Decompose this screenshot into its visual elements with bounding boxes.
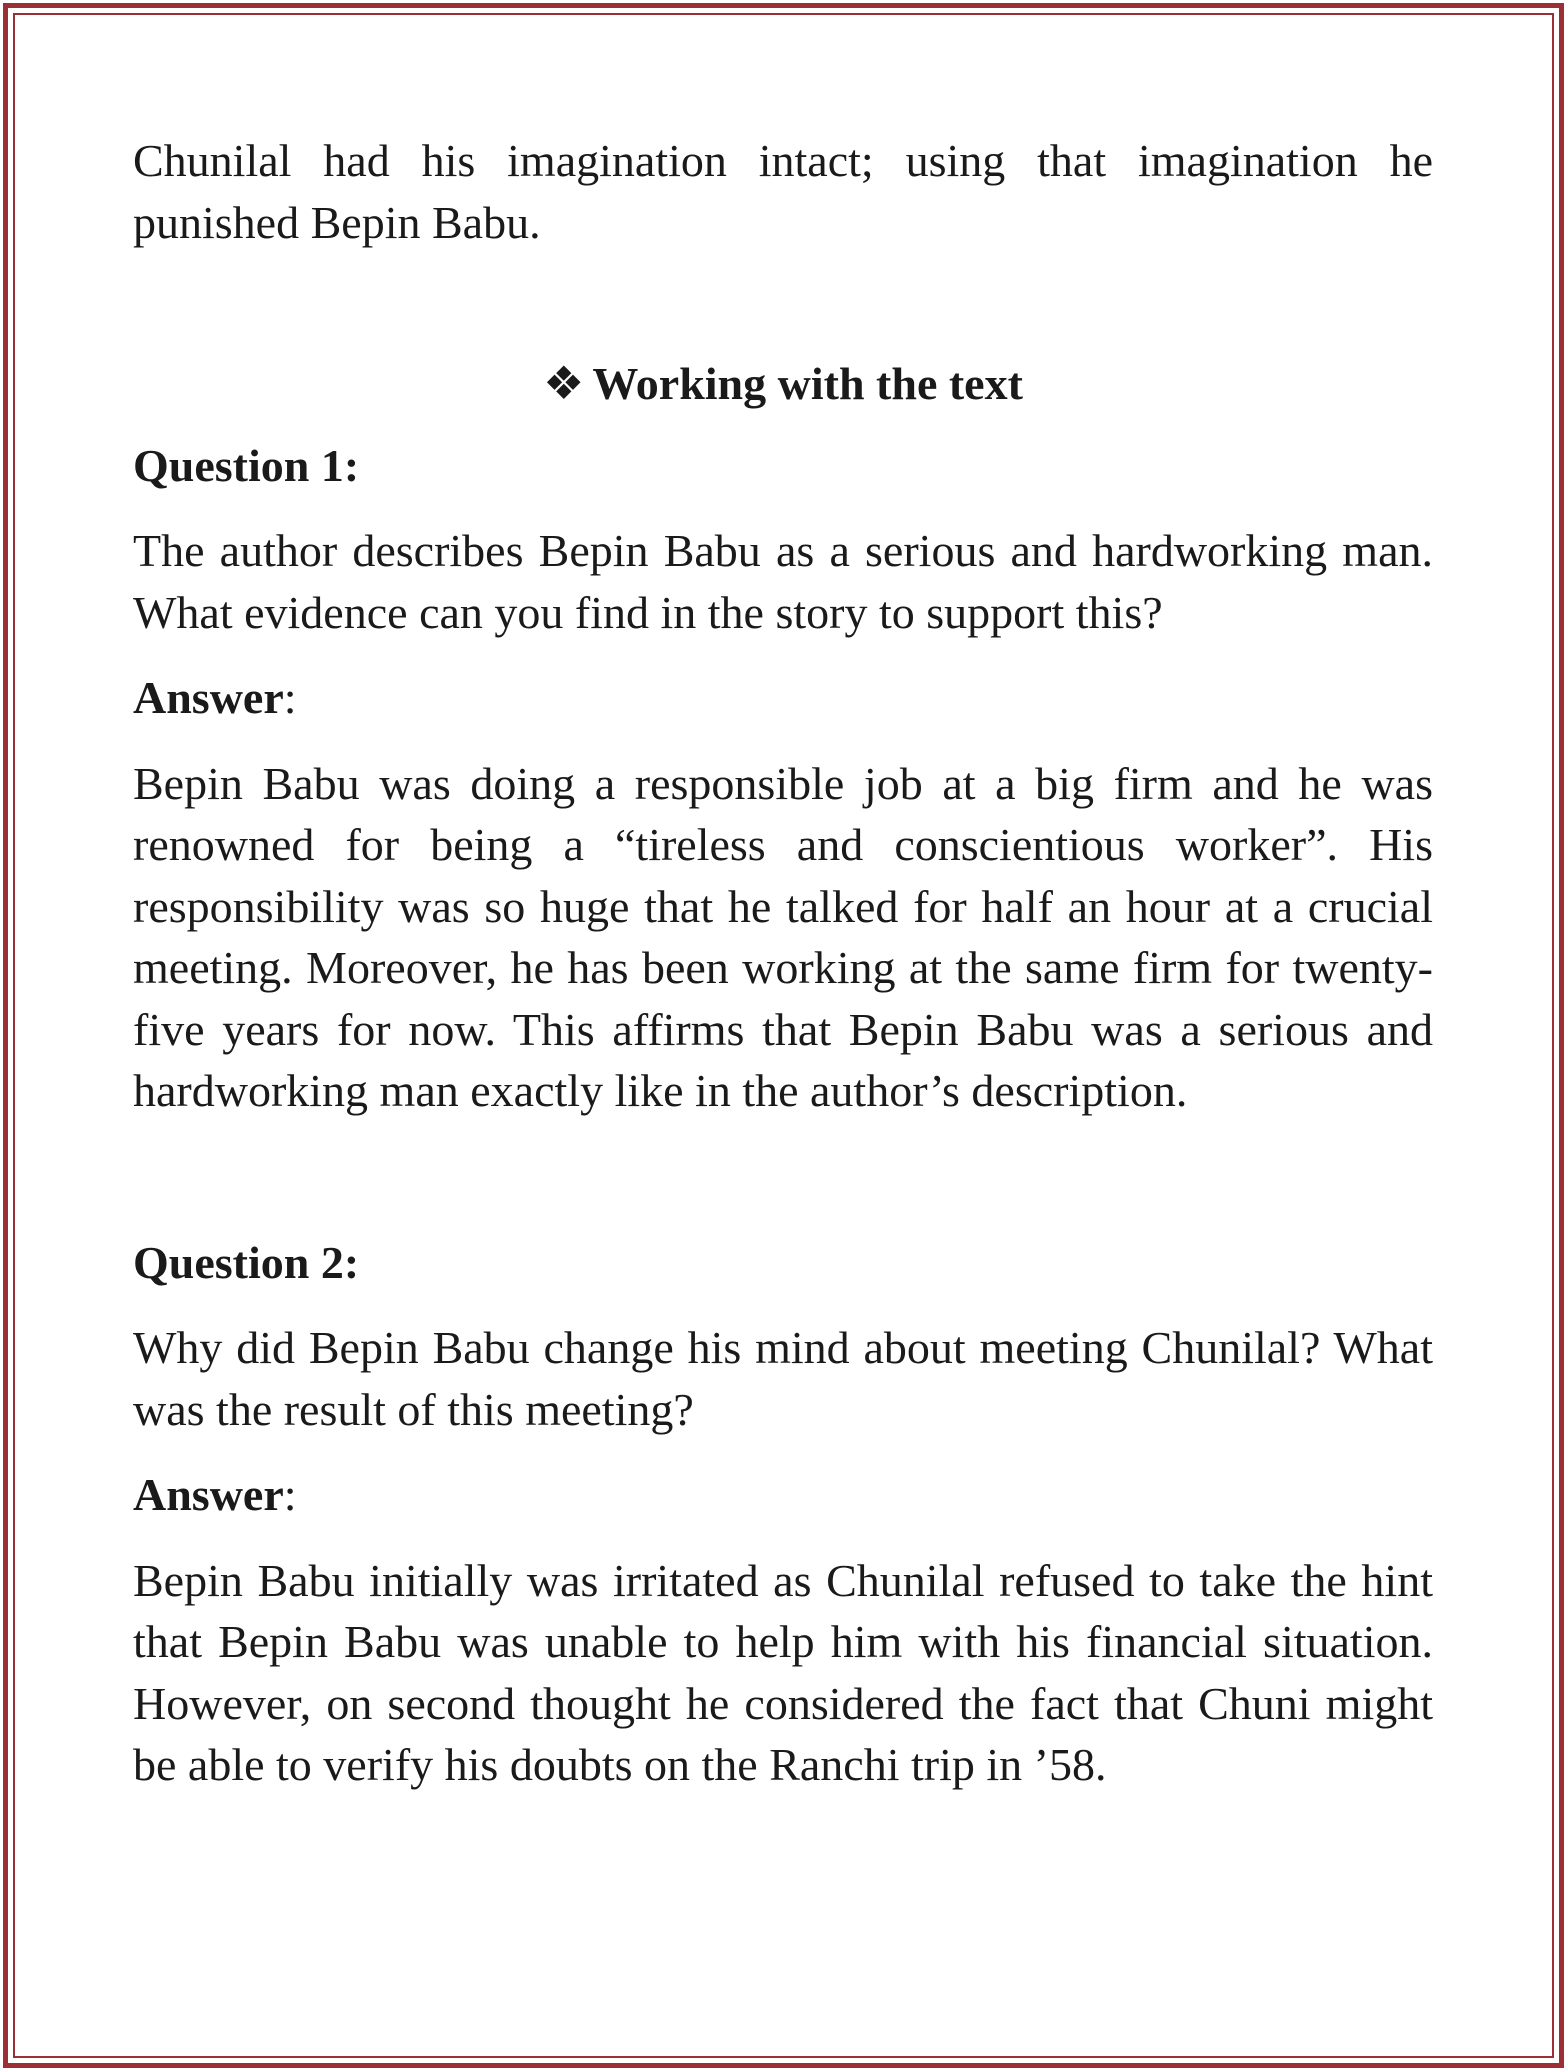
question-2-text: Why did Bepin Babu change his mind about meeting Chunilal? What was the result of this meeting? [133,1322,1433,1435]
answer-1-colon: : [283,672,297,723]
section-title: Working with the text [592,358,1023,409]
answer-2-text: Bepin Babu initially was irritated as Chunilal refused to take the hint that Bepin Babu was unable to help him with his financial situation. However, on second thought he considered the fact that Chuni might be able to verify his doubts on the Ranchi trip in ’58. [133,1554,1433,1790]
answer-1-text: Bepin Babu was doing a responsible job at a big firm and he was renowned for being a “tireless and conscientious worker”. His responsibility was so huge that he talked for half an hour at a crucial meeting. Moreover, he has been working at the same firm for twenty-five years for now. This affirms that Bepin Babu was a serious and hardworking man exactly like in the author’s description. [133,757,1433,1116]
question-1-label: Question 1: [133,439,360,491]
answer-2-label: Answer [133,1469,284,1520]
question-2-label: Question 2: [133,1236,360,1288]
section-heading [133,353,1433,415]
answer-1-label: Answer [133,672,284,723]
diamond-ornament-icon: ❖ [543,358,585,409]
intro-paragraph: Chunilal had his imagination intact; using that imagination he punished Bepin Babu. [133,135,1433,248]
question-1-text: The author describes Bepin Babu as a serious and hardworking man. What evidence can you find in the story to support this? [133,525,1433,638]
answer-2-label-line [133,1464,1433,1526]
answer-1-label-line [133,667,1433,729]
answer-2-colon: : [283,1469,297,1520]
page-content [133,130,1433,1796]
